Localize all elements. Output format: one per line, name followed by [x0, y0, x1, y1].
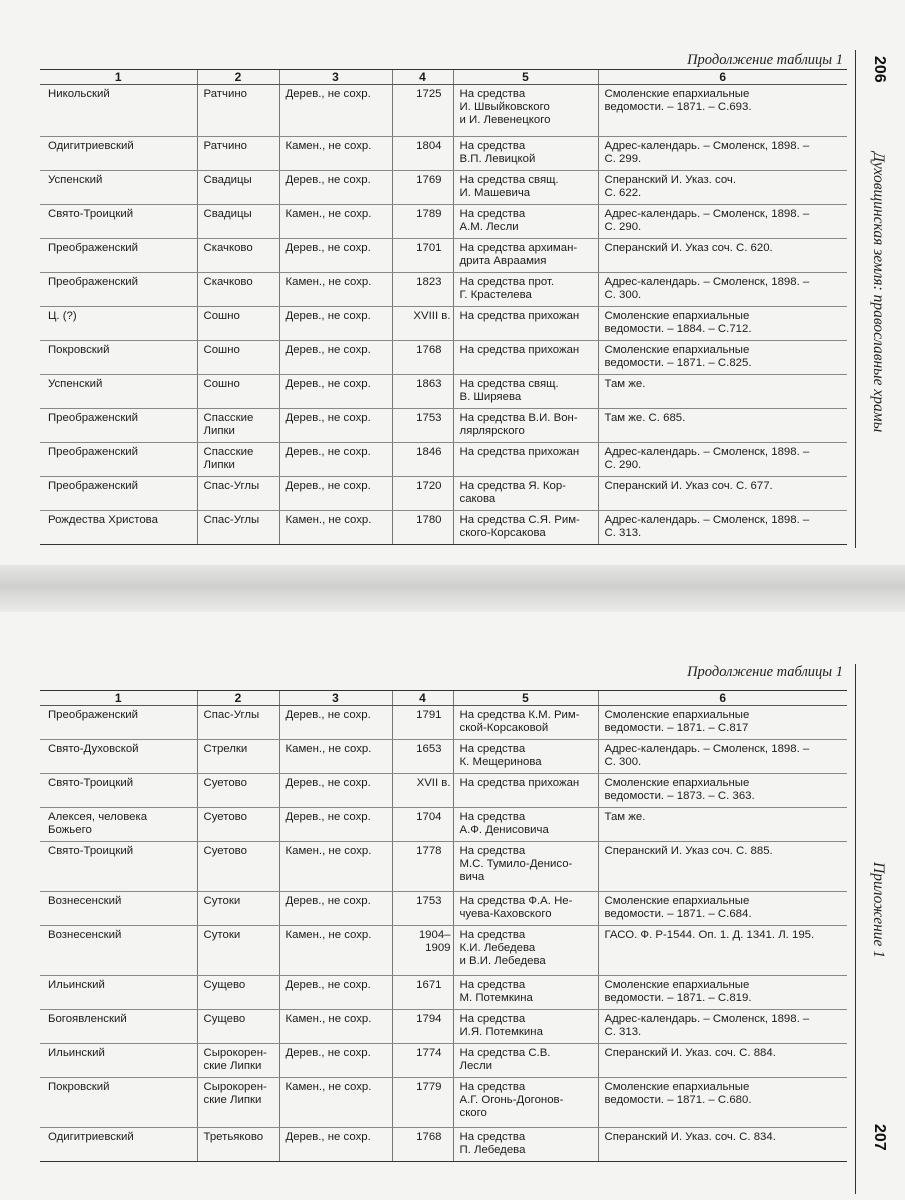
- table-row: [40, 706, 847, 740]
- funding-cell: На средства архиман- дрита Авраамия: [453, 239, 598, 273]
- source-cell: Сперанский И. Указ. соч. С. 834.: [598, 1128, 847, 1162]
- source-cell: Смоленские епархиальные ведомости. – 1871. – С.819.: [598, 976, 847, 1010]
- material-status-cell: Дерев., не сохр.: [279, 239, 392, 273]
- table-row: [40, 926, 847, 976]
- source-cell: Адрес-календарь. – Смоленск, 1898. – С. 300.: [598, 273, 847, 307]
- material-status-cell: Камен., не сохр.: [279, 1010, 392, 1044]
- church-name-cell: Покровский: [40, 341, 197, 375]
- page-number: 207: [871, 1124, 888, 1151]
- source-cell: Сперанский И. Указ. соч. С. 884.: [598, 1044, 847, 1078]
- church-name-cell: Преображенский: [40, 477, 197, 511]
- table-row: [40, 171, 847, 205]
- village-cell: Суетово: [197, 774, 279, 808]
- village-cell: Спасские Липки: [197, 443, 279, 477]
- source-cell: ГАСО. Ф. Р-1544. Оп. 1. Д. 1341. Л. 195.: [598, 926, 847, 976]
- material-status-cell: Камен., не сохр.: [279, 926, 392, 976]
- village-cell: Спасские Липки: [197, 409, 279, 443]
- funding-cell: На средства К.И. Лебедева и В.И. Лебедева: [453, 926, 598, 976]
- continuation-title: Продолжение таблицы 1: [687, 52, 843, 68]
- material-status-cell: Дерев., не сохр.: [279, 477, 392, 511]
- year-cell: 1720: [392, 477, 453, 511]
- churches-table: [40, 69, 847, 545]
- table-row: [40, 1044, 847, 1078]
- source-cell: Смоленские епархиальные ведомости. – 1873. – С. 363.: [598, 774, 847, 808]
- village-cell: Свадицы: [197, 205, 279, 239]
- source-cell: Смоленские епархиальные ведомости. – 1871. – С.817: [598, 706, 847, 740]
- village-cell: Сутоки: [197, 892, 279, 926]
- source-cell: Адрес-календарь. – Смоленск, 1898. – С. 290.: [598, 205, 847, 239]
- funding-cell: На средства К. Мещеринова: [453, 740, 598, 774]
- funding-cell: На средства прихожан: [453, 774, 598, 808]
- village-cell: Сырокорен- ские Липки: [197, 1044, 279, 1078]
- continuation-title: Продолжение таблицы 1: [687, 664, 843, 680]
- church-name-cell: Ильинский: [40, 1044, 197, 1078]
- village-cell: Стрелки: [197, 740, 279, 774]
- church-name-cell: Преображенский: [40, 409, 197, 443]
- funding-cell: На средства Ф.А. Не- чуева-Каховского: [453, 892, 598, 926]
- page-fold: [0, 565, 905, 612]
- table-row: [40, 85, 847, 137]
- source-cell: Смоленские епархиальные ведомости. – 1871. – С.825.: [598, 341, 847, 375]
- table-header-row: [40, 691, 847, 706]
- churches-table: [40, 690, 847, 1162]
- year-cell: 1704: [392, 808, 453, 842]
- material-status-cell: Камен., не сохр.: [279, 511, 392, 545]
- year-cell: 1863: [392, 375, 453, 409]
- village-cell: Сущево: [197, 976, 279, 1010]
- church-name-cell: Успенский: [40, 375, 197, 409]
- funding-cell: На средства П. Лебедева: [453, 1128, 598, 1162]
- funding-cell: На средства К.М. Рим- ской-Корсаковой: [453, 706, 598, 740]
- year-cell: 1768: [392, 1128, 453, 1162]
- year-cell: 1778: [392, 842, 453, 892]
- material-status-cell: Дерев., не сохр.: [279, 1044, 392, 1078]
- table-row: [40, 892, 847, 926]
- church-name-cell: Одигитриевский: [40, 137, 197, 171]
- year-cell: 1804: [392, 137, 453, 171]
- funding-cell: На средства Я. Кор- сакова: [453, 477, 598, 511]
- village-cell: Скачково: [197, 239, 279, 273]
- church-name-cell: Покровский: [40, 1078, 197, 1128]
- source-cell: Сперанский И. Указ соч. С. 885.: [598, 842, 847, 892]
- source-cell: Адрес-календарь. – Смоленск, 1898. – С. 313.: [598, 1010, 847, 1044]
- running-title: Приложение 1: [870, 862, 887, 959]
- column-header-1: 1: [40, 70, 197, 85]
- village-cell: Свадицы: [197, 171, 279, 205]
- year-cell: 1774: [392, 1044, 453, 1078]
- table-row: [40, 976, 847, 1010]
- material-status-cell: Дерев., не сохр.: [279, 976, 392, 1010]
- source-cell: Там же. С. 685.: [598, 409, 847, 443]
- year-cell: 1904–1909: [392, 926, 453, 976]
- funding-cell: На средства А.М. Лесли: [453, 205, 598, 239]
- village-cell: Ратчино: [197, 137, 279, 171]
- funding-cell: На средства И.Я. Потемкина: [453, 1010, 598, 1044]
- column-header-4: 4: [392, 70, 453, 85]
- source-cell: Адрес-календарь. – Смоленск, 1898. – С. 299.: [598, 137, 847, 171]
- funding-cell: На средства А.Г. Огонь-Догонов- ского: [453, 1078, 598, 1128]
- church-name-cell: Свято-Троицкий: [40, 205, 197, 239]
- church-name-cell: Преображенский: [40, 706, 197, 740]
- material-status-cell: Дерев., не сохр.: [279, 808, 392, 842]
- church-name-cell: Рождества Христова: [40, 511, 197, 545]
- table-row: [40, 443, 847, 477]
- village-cell: Суетово: [197, 808, 279, 842]
- table-row: [40, 307, 847, 341]
- column-header-4: 4: [392, 691, 453, 706]
- source-cell: Там же.: [598, 808, 847, 842]
- year-cell: 1671: [392, 976, 453, 1010]
- table-row: [40, 477, 847, 511]
- table-row: [40, 1078, 847, 1128]
- table-row: [40, 808, 847, 842]
- column-header-5: 5: [453, 70, 598, 85]
- table-row: [40, 774, 847, 808]
- village-cell: Сошно: [197, 375, 279, 409]
- funding-cell: На средства свящ. И. Машевича: [453, 171, 598, 205]
- year-cell: 1823: [392, 273, 453, 307]
- year-cell: 1794: [392, 1010, 453, 1044]
- material-status-cell: Дерев., не сохр.: [279, 1128, 392, 1162]
- material-status-cell: Дерев., не сохр.: [279, 892, 392, 926]
- church-name-cell: Преображенский: [40, 443, 197, 477]
- table-row: [40, 740, 847, 774]
- church-name-cell: Преображенский: [40, 239, 197, 273]
- source-cell: Там же.: [598, 375, 847, 409]
- table-header-row: [40, 70, 847, 85]
- source-cell: Адрес-календарь. – Смоленск, 1898. – С. 313.: [598, 511, 847, 545]
- material-status-cell: Дерев., не сохр.: [279, 171, 392, 205]
- table-row: [40, 137, 847, 171]
- material-status-cell: Камен., не сохр.: [279, 842, 392, 892]
- source-cell: Сперанский И. Указ соч. С. 677.: [598, 477, 847, 511]
- village-cell: Спас-Углы: [197, 477, 279, 511]
- material-status-cell: Дерев., не сохр.: [279, 706, 392, 740]
- material-status-cell: Камен., не сохр.: [279, 273, 392, 307]
- table-row: [40, 341, 847, 375]
- material-status-cell: Дерев., не сохр.: [279, 375, 392, 409]
- table-row: [40, 842, 847, 892]
- village-cell: Сутоки: [197, 926, 279, 976]
- table-row: [40, 1010, 847, 1044]
- church-name-cell: Никольский: [40, 85, 197, 137]
- material-status-cell: Дерев., не сохр.: [279, 443, 392, 477]
- funding-cell: На средства И. Швыйковского и И. Левенецкого: [453, 85, 598, 137]
- funding-cell: На средства прихожан: [453, 443, 598, 477]
- church-name-cell: Успенский: [40, 171, 197, 205]
- column-header-5: 5: [453, 691, 598, 706]
- material-status-cell: Дерев., не сохр.: [279, 307, 392, 341]
- source-cell: Смоленские епархиальные ведомости. – 1884. – С.712.: [598, 307, 847, 341]
- material-status-cell: Камен., не сохр.: [279, 1078, 392, 1128]
- material-status-cell: Камен., не сохр.: [279, 740, 392, 774]
- material-status-cell: Камен., не сохр.: [279, 205, 392, 239]
- source-cell: Сперанский И. Указ. соч. С. 622.: [598, 171, 847, 205]
- table-row: [40, 239, 847, 273]
- funding-cell: На средства прихожан: [453, 307, 598, 341]
- column-header-2: 2: [197, 70, 279, 85]
- church-name-cell: Свято-Духовской: [40, 740, 197, 774]
- funding-cell: На средства прот. Г. Крастелева: [453, 273, 598, 307]
- church-name-cell: Богоявленский: [40, 1010, 197, 1044]
- table-row: [40, 409, 847, 443]
- funding-cell: На средства прихожан: [453, 341, 598, 375]
- source-cell: Смоленские епархиальные ведомости. – 1871. – С.693.: [598, 85, 847, 137]
- funding-cell: На средства С.В. Лесли: [453, 1044, 598, 1078]
- funding-cell: На средства С.Я. Рим- ского-Корсакова: [453, 511, 598, 545]
- year-cell: 1701: [392, 239, 453, 273]
- funding-cell: На средства А.Ф. Денисовича: [453, 808, 598, 842]
- year-cell: 1769: [392, 171, 453, 205]
- column-header-1: 1: [40, 691, 197, 706]
- funding-cell: На средства М. Потемкина: [453, 976, 598, 1010]
- village-cell: Ратчино: [197, 85, 279, 137]
- material-status-cell: Дерев., не сохр.: [279, 341, 392, 375]
- material-status-cell: Дерев., не сохр.: [279, 85, 392, 137]
- material-status-cell: Дерев., не сохр.: [279, 774, 392, 808]
- church-name-cell: Ильинский: [40, 976, 197, 1010]
- funding-cell: На средства В.И. Вон- лярлярского: [453, 409, 598, 443]
- year-cell: 1768: [392, 341, 453, 375]
- funding-cell: На средства свящ. В. Ширяева: [453, 375, 598, 409]
- funding-cell: На средства М.С. Тумило-Денисо- вича: [453, 842, 598, 892]
- side-rule: [855, 50, 856, 548]
- running-title: Духовщинская земля: православные храмы: [870, 152, 887, 433]
- church-name-cell: Алексея, человека Божьего: [40, 808, 197, 842]
- church-name-cell: Преображенский: [40, 273, 197, 307]
- source-cell: Сперанский И. Указ соч. С. 620.: [598, 239, 847, 273]
- year-cell: 1753: [392, 892, 453, 926]
- column-header-6: 6: [598, 691, 847, 706]
- village-cell: Спас-Углы: [197, 706, 279, 740]
- village-cell: Сошно: [197, 341, 279, 375]
- side-rule: [855, 664, 856, 1194]
- source-cell: Смоленские епархиальные ведомости. – 1871. – С.684.: [598, 892, 847, 926]
- source-cell: Смоленские епархиальные ведомости. – 1871. – С.680.: [598, 1078, 847, 1128]
- year-cell: 1725: [392, 85, 453, 137]
- church-name-cell: Свято-Троицкий: [40, 774, 197, 808]
- year-cell: 1846: [392, 443, 453, 477]
- village-cell: Спас-Углы: [197, 511, 279, 545]
- church-name-cell: Одигитриевский: [40, 1128, 197, 1162]
- table-row: [40, 375, 847, 409]
- page-number: 206: [871, 56, 888, 83]
- table-row: [40, 1128, 847, 1162]
- village-cell: Сошно: [197, 307, 279, 341]
- village-cell: Третьяково: [197, 1128, 279, 1162]
- column-header-3: 3: [279, 691, 392, 706]
- church-name-cell: Вознесенский: [40, 892, 197, 926]
- church-name-cell: Свято-Троицкий: [40, 842, 197, 892]
- village-cell: Скачково: [197, 273, 279, 307]
- material-status-cell: Камен., не сохр.: [279, 137, 392, 171]
- table-row: [40, 205, 847, 239]
- column-header-6: 6: [598, 70, 847, 85]
- page-206: [0, 0, 905, 565]
- year-cell: 1753: [392, 409, 453, 443]
- column-header-2: 2: [197, 691, 279, 706]
- year-cell: 1780: [392, 511, 453, 545]
- table-row: [40, 273, 847, 307]
- year-cell: XVII в.: [392, 774, 453, 808]
- year-cell: 1653: [392, 740, 453, 774]
- funding-cell: На средства В.П. Левицкой: [453, 137, 598, 171]
- table-row: [40, 511, 847, 545]
- year-cell: 1789: [392, 205, 453, 239]
- village-cell: Сырокорен- ские Липки: [197, 1078, 279, 1128]
- year-cell: 1791: [392, 706, 453, 740]
- material-status-cell: Дерев., не сохр.: [279, 409, 392, 443]
- village-cell: Суетово: [197, 842, 279, 892]
- page-207: [0, 612, 905, 1200]
- source-cell: Адрес-календарь. – Смоленск, 1898. – С. 290.: [598, 443, 847, 477]
- church-name-cell: Ц. (?): [40, 307, 197, 341]
- church-name-cell: Вознесенский: [40, 926, 197, 976]
- source-cell: Адрес-календарь. – Смоленск, 1898. – С. 300.: [598, 740, 847, 774]
- column-header-3: 3: [279, 70, 392, 85]
- village-cell: Сущево: [197, 1010, 279, 1044]
- year-cell: 1779: [392, 1078, 453, 1128]
- year-cell: XVIII в.: [392, 307, 453, 341]
